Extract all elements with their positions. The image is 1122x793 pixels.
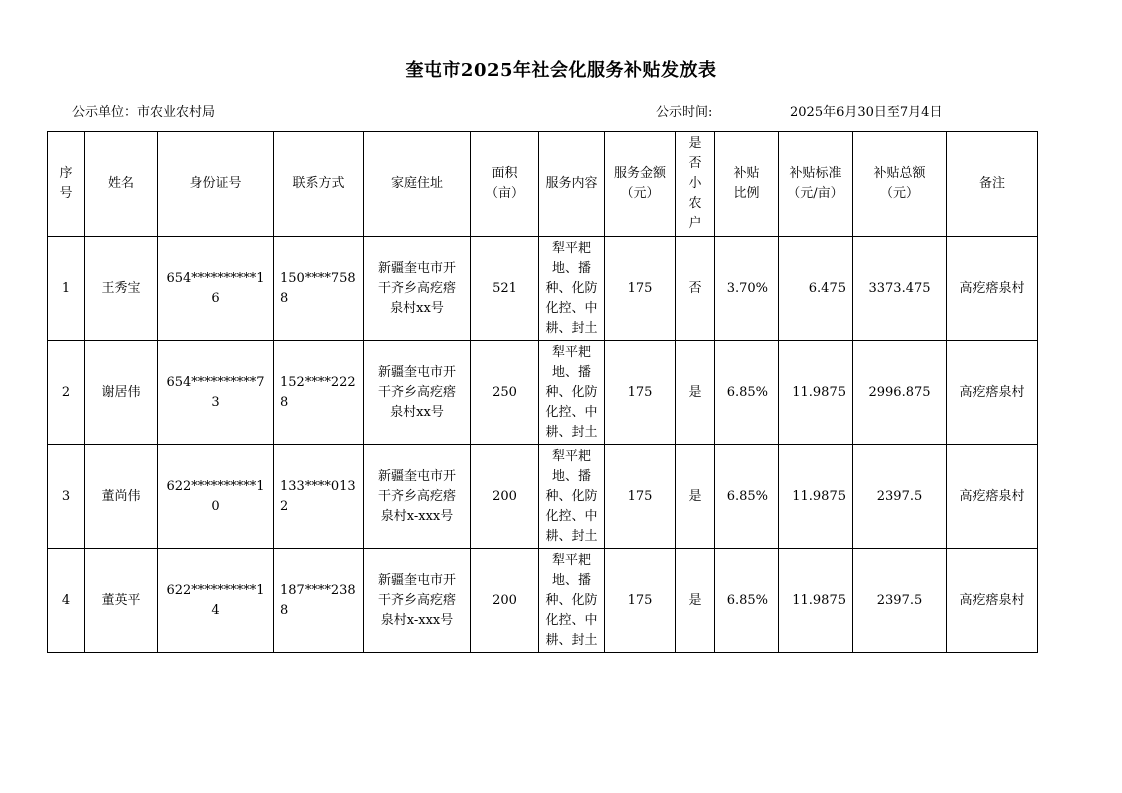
cell-standard: 11.9875 — [779, 341, 853, 445]
cell-service: 犁平耙地、播种、化防化控、中耕、封土 — [539, 237, 605, 341]
table-row — [48, 341, 1038, 445]
cell-ratio: 6.85% — [715, 445, 779, 549]
cell-area: 521 — [471, 237, 539, 341]
publisher-label: 公示单位： — [72, 105, 138, 120]
cell-seq: 1 — [48, 237, 85, 341]
cell-total: 2996.875 — [853, 341, 947, 445]
cell-area: 200 — [471, 445, 539, 549]
cell-address: 新疆奎屯市开干齐乡高疙瘩泉村xx号 — [364, 341, 471, 445]
header-name: 姓名 — [85, 132, 158, 237]
cell-id: 622**********14 — [158, 549, 274, 653]
cell-name: 董英平 — [85, 549, 158, 653]
header-amount: 服务金额（元） — [605, 132, 676, 237]
table-row — [48, 549, 1038, 653]
cell-amount: 175 — [605, 237, 676, 341]
cell-small-farmer: 是 — [676, 341, 715, 445]
cell-name: 王秀宝 — [85, 237, 158, 341]
header-ratio: 补贴比例 — [715, 132, 779, 237]
cell-phone: 187****2388 — [274, 549, 364, 653]
cell-standard: 11.9875 — [779, 445, 853, 549]
header-small-farmer: 是否小农户 — [676, 132, 715, 237]
header-phone: 联系方式 — [274, 132, 364, 237]
cell-address: 新疆奎屯市开干齐乡高疙瘩泉村x-xxx号 — [364, 549, 471, 653]
header-total: 补贴总额（元） — [853, 132, 947, 237]
cell-standard: 11.9875 — [779, 549, 853, 653]
publish-time-label: 公示时间: — [656, 105, 713, 120]
header-service: 服务内容 — [539, 132, 605, 237]
cell-remark: 高疙瘩泉村 — [947, 445, 1038, 549]
cell-remark: 高疙瘩泉村 — [947, 341, 1038, 445]
cell-total: 2397.5 — [853, 549, 947, 653]
header-area: 面积（亩） — [471, 132, 539, 237]
publisher-line — [72, 101, 215, 120]
cell-ratio: 6.85% — [715, 341, 779, 445]
cell-service: 犁平耙地、播种、化防化控、中耕、封土 — [539, 445, 605, 549]
cell-service: 犁平耙地、播种、化防化控、中耕、封土 — [539, 341, 605, 445]
publish-time-value: 2025年6月30日至7月4日 — [790, 105, 943, 120]
header-seq: 序号 — [48, 132, 85, 237]
cell-small-farmer: 是 — [676, 445, 715, 549]
cell-standard: 6.475 — [779, 237, 853, 341]
cell-phone: 133****0132 — [274, 445, 364, 549]
table-row — [48, 237, 1038, 341]
table-row — [48, 445, 1038, 549]
cell-amount: 175 — [605, 341, 676, 445]
cell-small-farmer: 否 — [676, 237, 715, 341]
header-address: 家庭住址 — [364, 132, 471, 237]
subsidy-table — [47, 131, 1038, 653]
cell-name: 谢居伟 — [85, 341, 158, 445]
cell-seq: 4 — [48, 549, 85, 653]
cell-seq: 3 — [48, 445, 85, 549]
cell-ratio: 3.70% — [715, 237, 779, 341]
table-header-row — [48, 132, 1038, 237]
cell-amount: 175 — [605, 549, 676, 653]
cell-seq: 2 — [48, 341, 85, 445]
cell-address: 新疆奎屯市开干齐乡高疙瘩泉村x-xxx号 — [364, 445, 471, 549]
cell-phone: 150****7588 — [274, 237, 364, 341]
cell-phone: 152****2228 — [274, 341, 364, 445]
header-id: 身份证号 — [158, 132, 274, 237]
page-title: 奎屯市2025年社会化服务补贴发放表 — [405, 60, 717, 81]
cell-small-farmer: 是 — [676, 549, 715, 653]
cell-remark: 高疙瘩泉村 — [947, 549, 1038, 653]
cell-ratio: 6.85% — [715, 549, 779, 653]
cell-service: 犁平耙地、播种、化防化控、中耕、封土 — [539, 549, 605, 653]
header-standard: 补贴标准（元/亩） — [779, 132, 853, 237]
cell-id: 654**********16 — [158, 237, 274, 341]
cell-area: 200 — [471, 549, 539, 653]
cell-remark: 高疙瘩泉村 — [947, 237, 1038, 341]
cell-name: 董尚伟 — [85, 445, 158, 549]
cell-id: 622**********10 — [158, 445, 274, 549]
cell-total: 3373.475 — [853, 237, 947, 341]
cell-amount: 175 — [605, 445, 676, 549]
cell-area: 250 — [471, 341, 539, 445]
cell-address: 新疆奎屯市开干齐乡高疙瘩泉村xx号 — [364, 237, 471, 341]
header-remark: 备注 — [947, 132, 1038, 237]
publisher-value: 市农业农村局 — [137, 105, 216, 120]
cell-total: 2397.5 — [853, 445, 947, 549]
cell-id: 654**********73 — [158, 341, 274, 445]
